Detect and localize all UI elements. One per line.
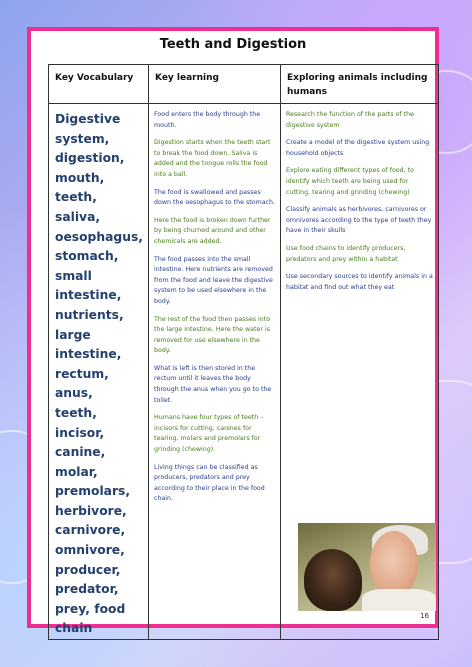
vocabulary-word: mouth, (55, 170, 105, 185)
vocabulary-word: carnivore, (55, 523, 126, 538)
key-learning-paragraph: Here the food is broken down further by being churned around and other chemicals are added. (154, 216, 271, 245)
vocabulary-word: omnivore, (55, 543, 125, 558)
vocabulary-word: saliva, (55, 209, 101, 224)
key-learning-paragraph: Living things can be classified as producers, predators and prey according to their place in the food chain. (154, 463, 265, 503)
exploring-paragraph: Classify animals as herbivores, carnivores or omnivores according to the type of teeth they have in their skulls (286, 206, 432, 235)
exploring-paragraph: Research the function of the parts of the digestive system (286, 111, 414, 129)
header-exploring-animals: Exploring animals including humans (281, 65, 439, 104)
table-body-row (49, 104, 439, 640)
page-frame (27, 27, 439, 636)
chimpanzee-figure (304, 549, 362, 611)
vocabulary-word: herbivore, (55, 503, 127, 518)
key-learning-paragraph: The rest of the food then passes into the large intestine. Here the water is removed for use elsewhere in the body. (154, 315, 271, 355)
vocabulary-word: prey, food (55, 601, 126, 616)
chimpanzee-and-woman-photo (298, 523, 436, 611)
vocabulary-word: predator, (55, 582, 119, 597)
page-number: 16 (420, 612, 429, 620)
page-title: Teeth and Digestion (159, 37, 307, 52)
vocabulary-word: oesophagus, (55, 229, 143, 244)
woman-shirt-figure (362, 589, 436, 611)
vocabulary-word: chain (55, 621, 93, 636)
vocabulary-word: nutrients, (55, 307, 124, 322)
vocabulary-word: small intestine, (55, 268, 122, 303)
key-learning-paragraph: Food enters the body through the mouth. (154, 111, 261, 129)
exploring-list (286, 110, 434, 293)
vocabulary-word: incisor, (55, 425, 105, 440)
vocabulary-word: system, (55, 131, 110, 146)
vocabulary-word: canine, (55, 445, 106, 460)
vocabulary-word: anus, (55, 386, 93, 401)
vocabulary-word: teeth, (55, 190, 97, 205)
exploring-cell (281, 104, 439, 640)
exploring-paragraph: Explore eating different types of food, to identify which teeth are being used for cutting, tearing and grinding (chewing) (286, 167, 414, 196)
exploring-paragraph: Use secondary sources to identify animals in a habitat and find out what they eat (286, 273, 433, 291)
header-key-learning: Key learning (149, 65, 281, 104)
header-key-vocabulary: Key Vocabulary (49, 65, 149, 104)
table-header-row (49, 65, 439, 104)
vocabulary-word: molar, (55, 464, 98, 479)
key-learning-paragraph: The food is swallowed and passes down the oesophagus to the stomach. (154, 188, 276, 207)
key-learning-paragraph: Humans have four types of teeth – incisors for cutting, canines for tearing, molars and premolars for grinding (chewing). (154, 414, 264, 454)
vocabulary-word: Digestive (55, 112, 121, 126)
key-learning-paragraph: The food passes into the small intestine. Here nutrients are removed from the food and leave the digestive system to be used elsewhere in the body. (154, 255, 273, 305)
key-learning-cell (149, 104, 281, 640)
vocabulary-word: large intestine, (55, 327, 122, 362)
exploring-paragraph: Use food chains to identify producers, predators and prey within a habitat (286, 244, 406, 263)
vocabulary-word: rectum, (55, 366, 109, 381)
woman-face-figure (370, 531, 418, 595)
exploring-paragraph: Create a model of the digestive system using household objects (286, 139, 430, 157)
knowledge-organiser-table (48, 64, 439, 640)
vocabulary-word: digestion, (55, 151, 125, 166)
key-learning-paragraph: Digestion starts when the teeth start to break the food down. Saliva is added and the tongue rolls the food into a ball. (154, 139, 271, 178)
vocabulary-word: producer, (55, 562, 121, 577)
vocabulary-word: premolars, (55, 484, 131, 499)
vocabulary-cell (49, 104, 149, 640)
key-learning-paragraph: What is left is then stored in the rectum until it leaves the body through the anus when you go to the toilet. (154, 364, 272, 404)
vocabulary-word: stomach, (55, 249, 119, 264)
vocabulary-word: teeth, (55, 405, 97, 420)
